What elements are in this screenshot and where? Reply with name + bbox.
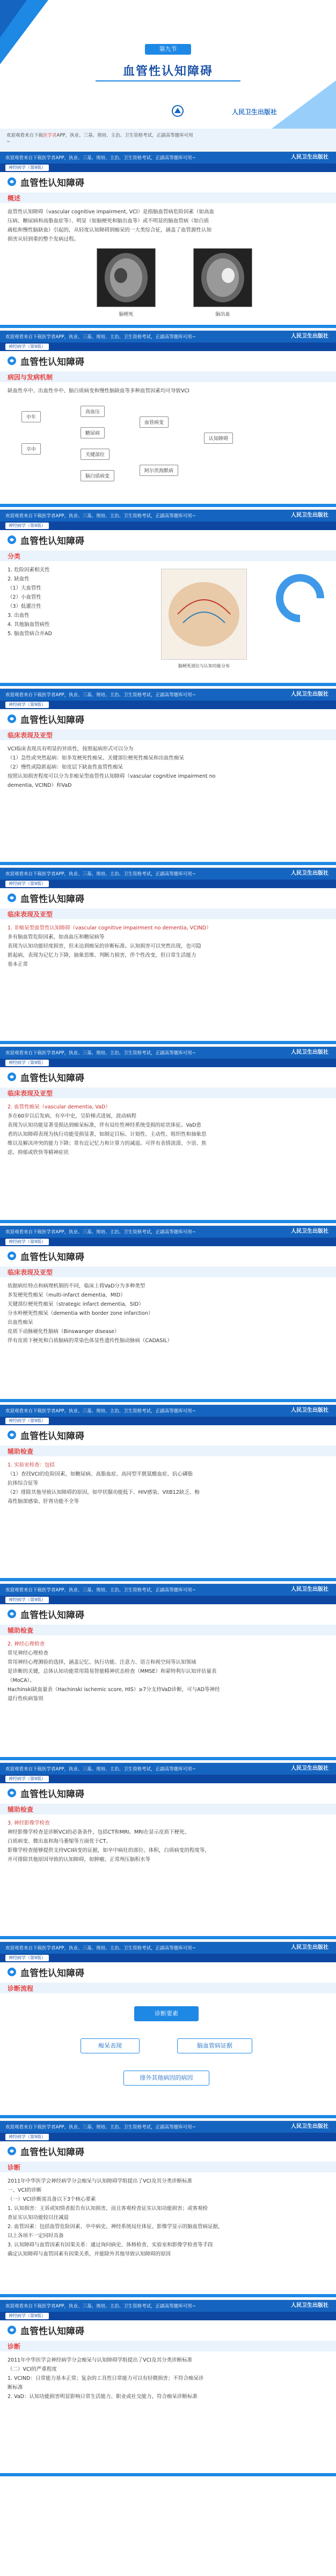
publisher-logo: 人民卫生出版社 — [291, 1229, 328, 1234]
diagram-node: 血管病变 — [140, 416, 169, 428]
section-head-bar — [0, 550, 336, 561]
body-line: 基本正常 — [8, 962, 28, 967]
body-line: 以上各项不一定同时具备 — [8, 2233, 64, 2239]
book-tag: 神经病学（第9版） — [5, 1776, 49, 1782]
body-line: 白质病变、微出血和海马萎缩等方面优于CT。 — [8, 1838, 111, 1844]
slide-bottom-bar — [0, 1399, 336, 1402]
section-head-bar — [0, 1983, 336, 1993]
section-heading: 临床表现及亚型 — [8, 1269, 53, 1276]
slide-title: 血管性认知障碍 — [20, 1252, 84, 1263]
section-heading: 病因与发病机制 — [8, 374, 53, 381]
body-line: （2）慢性或隐匿起病：如皮层下缺血性血管性痴呆 — [8, 764, 123, 770]
slide-body — [8, 1819, 328, 1864]
diagram-node: 关键部位 — [81, 449, 109, 460]
body-line: 多发梗死性痴呆（multi-infarct dementia，MID） — [8, 1292, 126, 1298]
body-line: 按照认知损害程度可以分为非痴呆型血管性认知障碍（vascular cognitive impairment no — [8, 773, 216, 779]
section-head-bar — [0, 1446, 336, 1456]
brain-icon — [6, 1609, 17, 1619]
slide-title: 血管性认知障碍 — [20, 357, 84, 368]
sub-banner — [0, 1059, 336, 1067]
footer-text: 欢迎观看来自下载医学者APP，执业、三基、规培、主治、卫生资格考试，正副高等题库可用 — [6, 133, 193, 138]
content-slide — [0, 688, 336, 865]
banner-text: 欢迎观看来自下载医学者APP，执业、三基、规培、主治、卫生资格考试，正副高等题库可用~ — [5, 155, 196, 161]
slide-body — [8, 1103, 328, 1157]
cover-slide — [0, 0, 336, 150]
brain-diagram-image — [161, 569, 247, 660]
body-line: 血管性认知障碍（vascular cognitive impairment, VCI）是指脑血管病危险因素（如高血 — [8, 209, 215, 215]
body-line: 损害从轻到重的整个发病过程。 — [8, 236, 79, 242]
top-banner — [0, 1226, 336, 1238]
flow-node: 诊断要素 — [134, 2006, 199, 2021]
body-line: 3. 出血性 — [8, 613, 30, 619]
body-line: 表现为认知功能显著受损达到痴呆标准，伴有局灶性神经系统受损的症状体征。VaD患 — [8, 1122, 201, 1128]
cover-title: 血管性认知障碍 — [122, 65, 213, 78]
slide-title: 血管性认知障碍 — [20, 178, 84, 189]
footer-tail: ~ — [6, 139, 11, 145]
brain-icon — [6, 1788, 17, 1798]
body-line: 5. 脑血管病合并AD — [8, 631, 52, 637]
sub-banner — [0, 343, 336, 351]
slide-bottom-bar — [0, 2115, 336, 2118]
body-line: 压病、糖尿病和高脂血症等）、明显（如脑梗死和脑出血等）或不明显的脑血管病（如白质 — [8, 218, 209, 224]
body-line: 疏松和慢性脑缺血）引起的，从轻度认知障碍到痴呆的一大类综合征，涵盖了血管源性认知 — [8, 227, 212, 233]
sub-banner — [0, 1775, 336, 1783]
section-heading: 临床表现及亚型 — [8, 911, 53, 918]
slide-body — [8, 744, 328, 790]
banner-text: 欢迎观看来自下载医学者APP，执业、三基、规培、主治、卫生资格考试，正副高等题库可用~ — [5, 1230, 196, 1235]
banner-text: 欢迎观看来自下载医学者APP，执业、三基、规培、主治、卫生资格考试，正副高等题库可用~ — [5, 1588, 196, 1593]
publisher-logo-icon — [171, 105, 185, 117]
body-line: 伴有皮质下梗死和白质脑病的常染色体显性遗传性脑动脉病（CADASIL） — [8, 1338, 172, 1344]
brain-icon — [6, 176, 17, 187]
brain-icon — [6, 892, 17, 903]
brain-icon — [6, 534, 17, 545]
top-banner — [0, 2300, 336, 2312]
content-slide — [0, 509, 336, 686]
sub-heading: 2. 血管性痴呆（vascular dementia, VaD） — [8, 1104, 111, 1110]
body-line: 维以及解决冲突的能力下降；常有近记忆力和计算力的减退。可伴有表情淡漠、少语、焦 — [8, 1141, 207, 1146]
body-line: （1）急性或突然起病：如多发梗死性痴呆、关键部位梗死性痴呆和出血性痴呆 — [8, 755, 185, 761]
ct-scan-image — [193, 248, 252, 307]
body-line: 分水岭梗死性痴呆（dementia with border zone infarction） — [8, 1311, 154, 1316]
banner-text: 欢迎观看来自下载医学者APP，执业、三基、规培、主治、卫生资格考试，正副高等题库可用~ — [5, 1767, 196, 1772]
slide-bottom-bar — [0, 683, 336, 686]
section-head-bar — [0, 2341, 336, 2351]
ct-scan-image — [97, 248, 156, 307]
sub-banner — [0, 1954, 336, 1962]
top-banner — [0, 1047, 336, 1059]
app-link[interactable]: 医学者 — [43, 133, 57, 138]
body-line: 4. 其他脑血管病性 — [8, 622, 50, 628]
slide-bottom-bar — [0, 1041, 336, 1044]
content-slide — [0, 1225, 336, 1402]
slide-title: 血管性认知障碍 — [20, 1610, 84, 1621]
sub-heading: 3. 神经影像学检查 — [8, 1820, 50, 1826]
body-line: （MoCA）。 — [8, 1678, 35, 1684]
publisher-logo: 人民卫生出版社 — [291, 1945, 328, 1950]
sub-banner — [0, 1417, 336, 1425]
banner-text: 欢迎观看来自下载医学者APP，执业、三基、规培、主治、卫生资格考试，正副高等题库可用~ — [5, 1051, 196, 1056]
content-slide — [0, 1941, 336, 2118]
body-line: 者的认知障碍表现为执行功能受损显著，如制定目标、计划性、主动性、组织性和抽象思 — [8, 1131, 207, 1137]
body-line: 关键部位梗死性痴呆（strategic infarct dementia，SID） — [8, 1301, 144, 1307]
diagram-node: 阿尔茨海默病 — [140, 465, 178, 476]
body-line: dementia, VCIND）和VaD — [8, 783, 72, 788]
slide-bottom-bar — [0, 1578, 336, 1581]
body-line: Hachinski缺血量表（Hachinski ischemic score, HIS）≥7分支持VaD诊断，可与AD等神经 — [8, 1687, 220, 1693]
top-banner — [0, 331, 336, 343]
body-line: 虑、抑郁或欣快等精神症状 — [8, 1150, 69, 1156]
body-line: 缺血性卒中、出血性卒中、脑白质病变和慢性脑缺血等多种血管因素均可导致VCI — [8, 388, 189, 394]
sub-banner — [0, 1596, 336, 1604]
sub-banner — [0, 2312, 336, 2320]
content-slide — [0, 330, 336, 507]
book-tag: 神经病学（第9版） — [5, 344, 49, 350]
diagram-node: 认知障碍 — [204, 433, 233, 444]
content-slide — [0, 2299, 336, 2476]
body-line: （2）小血管性 — [8, 594, 42, 600]
body-line: 毒性脑部感染、肝肾功能不全等 — [8, 1499, 79, 1505]
body-line: 影像学检查能够提供支持VCI病变的证据，如卒中病灶的部位、体积，白质病变的程度等， — [8, 1848, 210, 1853]
slide-body — [8, 1640, 328, 1703]
chapter-tag: 第九节 — [145, 44, 191, 55]
body-line: 匿起病，表现为记忆力下降，抽象思维、判断力损害，伴个性改变，但日常生活能力 — [8, 952, 196, 958]
flow-node: 脑血管病证据 — [177, 2038, 252, 2053]
cover-decoration — [272, 80, 336, 129]
publisher-logo: 人民卫生出版社 — [291, 1408, 328, 1413]
book-tag: 神经病学（第9版） — [5, 523, 49, 529]
book-tag: 神经病学（第9版） — [5, 1060, 49, 1066]
brain-icon — [6, 1430, 17, 1440]
body-line: 是诊断的关键，总体认知功能常用简易智能精神状态检查（MMSE）和蒙特利尔认知评估量表 — [8, 1669, 217, 1674]
publisher-logo: 人民卫生出版社 — [291, 1049, 328, 1055]
body-line: 依据病灶特点和病理机制的不同，临床上将VaD分为多种类型 — [8, 1283, 145, 1289]
section-heading: 临床表现及亚型 — [8, 732, 53, 739]
brain-icon — [6, 1250, 17, 1261]
publisher-logo: 人民卫生出版社 — [291, 512, 328, 518]
body-line: 退行性疾病鉴别 — [8, 1696, 43, 1702]
slide-title: 血管性认知障碍 — [20, 2147, 84, 2158]
top-banner — [0, 1763, 336, 1775]
publisher-logo: 人民卫生出版社 — [291, 691, 328, 697]
banner-text: 欢迎观看来自下载医学者APP，执业、三基、规培、主治、卫生资格考试，正副高等题库可用~ — [5, 334, 196, 340]
cover-decoration — [0, 0, 27, 38]
sub-banner — [0, 880, 336, 888]
slide-title: 血管性认知障碍 — [20, 1789, 84, 1800]
cover-footer — [0, 129, 336, 150]
slide-body — [8, 2177, 328, 2259]
body-line: （1）大血管性 — [8, 585, 42, 591]
section-heading: 诊断 — [8, 2164, 21, 2171]
slide-body — [8, 1282, 328, 1345]
section-heading: 诊断流程 — [8, 1985, 34, 1992]
diagram-node: 高血压 — [81, 406, 105, 417]
image-caption: 脑出血 — [215, 312, 230, 317]
top-banner — [0, 1584, 336, 1596]
flow-node: 排外其他病因的病因 — [123, 2071, 209, 2086]
body-line: 皮质下动脉硬化性脑病（Binswanger disease） — [8, 1329, 120, 1335]
banner-text: 欢迎观看来自下载医学者APP，执业、三基、规培、主治、卫生资格考试，正副高等题库可用~ — [5, 1946, 196, 1951]
book-tag: 神经病学（第9版） — [5, 1239, 49, 1245]
brain-icon — [6, 1967, 17, 1977]
diagram-node: 脑白质病变 — [81, 470, 114, 481]
image-caption: 脑梗死部位与认知功能分布 — [178, 664, 230, 668]
section-head-bar — [0, 2162, 336, 2172]
banner-text: 欢迎观看来自下载医学者APP，执业、三基、规培、主治、卫生资格考试，正副高等题库可用~ — [5, 872, 196, 877]
body-line: 2011年中华医学会神经病学分会痴呆与认知障碍学组提出了VCI及其分类诊断标准 — [8, 2178, 193, 2184]
body-line: （一）VCI诊断需具备以下3个核心要素 — [8, 2197, 96, 2202]
body-line: 1. VCIND：日常能力基本正常；复杂的工具性日常能力可以有轻微损害；不符合痴呆诊 — [8, 2376, 204, 2381]
diagram-node: 糖尿病 — [81, 427, 105, 438]
brain-icon — [6, 1071, 17, 1082]
content-slide — [0, 1762, 336, 1939]
slide-bottom-bar — [0, 1936, 336, 1939]
slide-bottom-bar — [0, 504, 336, 507]
slide-title: 血管性认知障碍 — [20, 2326, 84, 2337]
diagram-node: 卒中 — [21, 443, 41, 455]
book-tag: 神经病学（第9版） — [5, 2313, 49, 2319]
sub-banner — [0, 1238, 336, 1246]
image-caption: 脑梗死 — [119, 312, 134, 317]
body-line: VCI临床表现具有明显的异质性，按照起病形式可以分为 — [8, 746, 134, 752]
banner-text: 欢迎观看来自下载医学者APP，执业、三基、规培、主治、卫生资格考试，正副高等题库可用~ — [5, 513, 196, 519]
section-head-bar — [0, 1625, 336, 1635]
section-heading: 分类 — [8, 553, 21, 560]
body-line: （二）VCI的严重程度 — [8, 2366, 57, 2372]
brain-icon — [6, 713, 17, 724]
sub-banner — [0, 163, 336, 172]
section-heading: 概述 — [8, 195, 21, 202]
body-line: （2）排除其他导致认知障碍的原因，如甲状腺功能低下、HIV感染、VitB12缺乏、梅 — [8, 1490, 200, 1495]
body-line: 多在60岁以后发病，有卒中史，呈阶梯式进展，波动病程 — [8, 1113, 137, 1119]
slide-title: 血管性认知障碍 — [20, 536, 84, 547]
section-head-bar — [0, 192, 336, 203]
publisher-logo: 人民卫生出版社 — [291, 2303, 328, 2309]
body-line: 查证实认知功能较以往减退 — [8, 2215, 69, 2221]
section-heading: 辅助检查 — [8, 1448, 34, 1455]
banner-text: 欢迎观看来自下载医学者APP，执业、三基、规培、主治、卫生资格考试，正副高等题库可用~ — [5, 2125, 196, 2130]
body-line: 2. 血管因素：包括血管危险因素、卒中病史、神经系统局灶体征、影像学显示的脑血管病证据， — [8, 2224, 223, 2230]
body-line: 常见神经心理检查 — [8, 1650, 49, 1656]
book-tag: 神经病学（第9版） — [5, 1418, 49, 1424]
slide-bottom-bar — [0, 1757, 336, 1760]
slide-bottom-bar — [0, 1220, 336, 1223]
body-line: 1. 危险因素相关性 — [8, 567, 50, 573]
body-line: 抗体综合征等 — [8, 1480, 39, 1486]
publisher-logo: 人民卫生出版社 — [291, 154, 328, 160]
book-tag: 神经病学（第9版） — [5, 165, 49, 171]
body-line: 一、VCI的诊断 — [8, 2187, 42, 2193]
sub-heading: 1. 非痴呆型血管性认知障碍（vascular cognitive impairment no dementia, VCIND） — [8, 925, 211, 931]
content-slide — [0, 1046, 336, 1223]
body-line: （3）低灌注性 — [8, 604, 42, 609]
publisher-logo: 人民卫生出版社 — [291, 1587, 328, 1592]
brain-icon — [6, 2325, 17, 2335]
section-heading: 辅助检查 — [8, 1627, 34, 1634]
banner-text: 欢迎观看来自下载医学者APP，执业、三基、规培、主治、卫生资格考试，正副高等题库可用~ — [5, 2304, 196, 2309]
book-tag: 神经病学（第9版） — [5, 1597, 49, 1603]
top-banner — [0, 2121, 336, 2133]
content-slide — [0, 2120, 336, 2297]
content-slide — [0, 1404, 336, 1581]
top-banner — [0, 868, 336, 880]
slide-body — [8, 924, 328, 969]
section-heading: 诊断 — [8, 2343, 21, 2350]
body-line: 2. 缺血性 — [8, 576, 30, 582]
book-tag: 神经病学（第9版） — [5, 2134, 49, 2140]
banner-text: 欢迎观看来自下载医学者APP，执业、三基、规培、主治、卫生资格考试，正副高等题库可用~ — [5, 693, 196, 698]
top-banner — [0, 152, 336, 163]
slide-bottom-bar — [0, 2473, 336, 2476]
top-banner — [0, 1942, 336, 1954]
diagram-node: 中年 — [21, 411, 41, 422]
body-line: 断标准 — [8, 2385, 23, 2391]
slide-body — [8, 207, 328, 244]
body-line: 确定认知障碍与血管因素有因果关系，并能除外其他导致认知障碍的原因 — [8, 2251, 171, 2257]
book-tag: 神经病学（第9版） — [5, 881, 49, 887]
book-tag: 神经病学（第9版） — [5, 1955, 49, 1961]
sub-heading: 2. 神经心理检查 — [8, 1641, 45, 1647]
slide-body — [8, 1461, 328, 1506]
slide-bottom-bar — [0, 862, 336, 865]
slide-title: 血管性认知障碍 — [20, 715, 84, 726]
top-banner — [0, 510, 336, 522]
content-slide — [0, 867, 336, 1044]
slide-title: 血管性认知障碍 — [20, 1431, 84, 1442]
body-line: 2. VaD：认知功能损害明显影响日常生活能力、职业或社交能力，符合痴呆诊断标准 — [8, 2394, 198, 2400]
top-banner — [0, 689, 336, 701]
slide-title: 血管性认知障碍 — [20, 894, 84, 905]
body-line: （1）查找VCI的危险因素，如糖尿病、高脂血症、高同型半胱氨酸血症、抗心磷脂 — [8, 1471, 193, 1477]
body-line: 神经影像学检查是诊断VCI的必备条件，包括CT和MRI。MRI在显示皮质下梗死、 — [8, 1829, 190, 1835]
publisher-logo: 人民卫生出版社 — [291, 333, 328, 339]
content-slide — [0, 1583, 336, 1760]
banner-text: 欢迎观看来自下载医学者APP，执业、三基、规培、主治、卫生资格考试，正副高等题库可用~ — [5, 1409, 196, 1414]
section-heading: 临床表现及亚型 — [8, 1090, 53, 1097]
sub-banner — [0, 2133, 336, 2141]
body-line: 并可排除其他原因导致的认知障碍，如肿瘤、正常颅压脑积水等 — [8, 1857, 151, 1863]
sub-banner — [0, 522, 336, 530]
brain-icon — [6, 2146, 17, 2156]
slide-body — [8, 2356, 328, 2401]
body-line: 常用神经心理测验的选择，涵盖记忆、执行功能、注意力、语言和视空间等认知领域 — [8, 1659, 196, 1665]
slide-bottom-bar — [0, 2294, 336, 2297]
slide-bottom-bar — [0, 325, 336, 328]
brain-icon — [6, 355, 17, 366]
sub-heading: 1. 实验室检查：包括 — [8, 1462, 55, 1468]
body-line: 出血性痴呆 — [8, 1320, 33, 1326]
title-underline — [96, 80, 240, 81]
book-tag: 神经病学（第9版） — [5, 702, 49, 708]
body-line: 表现为认知功能轻度损害，但未达到痴呆的诊断标准。认知损害可以突然出现，也可隐 — [8, 943, 202, 949]
slide-body — [8, 386, 328, 396]
top-banner — [0, 1405, 336, 1417]
publisher-name: 人民卫生出版社 — [231, 108, 277, 116]
slide-title: 血管性认知障碍 — [20, 1968, 84, 1979]
body-line: 多有脑血管危险因素，如高血压和糖尿病等 — [8, 934, 105, 940]
section-head-bar — [0, 1804, 336, 1814]
flow-node: 痴呆表现 — [81, 2038, 140, 2053]
sub-banner — [0, 701, 336, 709]
publisher-logo: 人民卫生出版社 — [291, 870, 328, 876]
body-line: 2011年中华医学会神经病学分会痴呆与认知障碍学组提出了VCI及其分类诊断标准 — [8, 2357, 193, 2363]
body-line: 1. 认知损害：主诉或知情者报告有认知损害，而且客观检查证实认知功能损害；或客观检 — [8, 2206, 208, 2212]
publisher-logo: 人民卫生出版社 — [291, 1766, 328, 1771]
section-heading: 辅助检查 — [8, 1806, 34, 1813]
publisher-logo: 人民卫生出版社 — [291, 2124, 328, 2130]
body-line: 3. 认知障碍与血管因素有因果关系：通过询问病史、体格检查、实验室和影像学检查等手段 — [8, 2242, 213, 2248]
content-slide — [0, 151, 336, 328]
slide-title: 血管性认知障碍 — [20, 1073, 84, 1084]
